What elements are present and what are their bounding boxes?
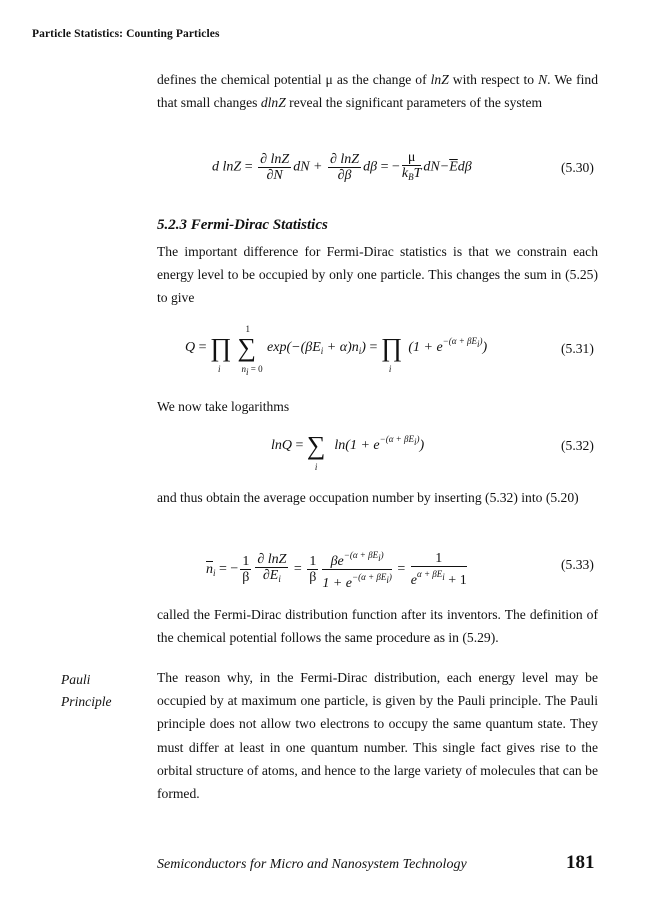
dlnZ-symbol: dlnZ <box>260 95 286 111</box>
eq533-f4-num-sup-sub: i <box>378 553 381 563</box>
eq531-equals: = <box>198 340 207 355</box>
para1-text-c: with respect to <box>452 72 535 87</box>
eq533-f5-den-sup-sub: i <box>442 572 445 582</box>
eq532-lhs: lnQ <box>271 438 292 453</box>
eq533-dE-sub: i <box>278 574 281 584</box>
eq533-frac3-den: β <box>309 570 317 585</box>
eq533-frac2-num: ∂ lnZ <box>257 552 287 567</box>
eq530-term1-tail: dN + <box>293 159 323 175</box>
eq533-f5-den-tail: + 1 <box>444 573 467 588</box>
eq530-frac1-num: ∂ lnZ <box>260 152 290 167</box>
eq530-term2-tail: dβ <box>363 159 378 175</box>
eq533-frac4 <box>322 548 392 591</box>
eq531-prod2-sub: i <box>388 363 392 374</box>
eq530-k-sub: B <box>408 172 414 182</box>
eq531-sum <box>237 323 264 377</box>
margin-note-line2: Principle <box>61 694 112 709</box>
eq532-rhs-main: ln(1 + e <box>334 438 380 453</box>
eq531-sum-sub-i: i <box>246 366 249 377</box>
eq530-frac3-den <box>402 166 422 185</box>
eq532-rhs-close: ) <box>419 438 425 453</box>
eq531-rhs-sup-sub: i <box>477 339 480 349</box>
eq533-f4-num-main: βe <box>330 554 344 569</box>
footer-book-title: Semiconductors for Micro and Nanosystem Technology <box>157 857 467 872</box>
eq532-rhs-sup-sub: i <box>413 437 417 447</box>
eq533-lhs <box>206 562 216 577</box>
equation-number-5-30: (5.30) <box>561 160 594 175</box>
eq531-rhs-sup: −(α + βE <box>442 336 478 346</box>
eq532-rhs-sup: −(α + βE <box>379 434 414 444</box>
eq531-prod-sub: i <box>218 363 221 374</box>
eq533-equals-2: = <box>293 561 302 577</box>
eq533-equals-3: = <box>397 561 406 577</box>
eq531-expr-sub: i <box>320 346 324 356</box>
eq533-f4-den-sup-close: ) <box>388 572 392 582</box>
eq533-frac4-num <box>322 548 392 570</box>
eq532-equals: = <box>295 438 304 453</box>
page-number: 181 <box>566 852 595 873</box>
eq533-frac2-den <box>255 568 288 587</box>
para1-text-b: as the change of <box>336 72 427 87</box>
margin-note-line1: Pauli <box>61 672 91 687</box>
eq533-frac1-den: β <box>242 570 250 585</box>
eq532-rhs <box>334 434 425 453</box>
equation-5-32 <box>271 430 425 472</box>
eq530-term3-tail: dN− <box>423 159 450 175</box>
eq530-term4-tail: dβ <box>457 159 472 175</box>
eq531-expr-close: ) <box>361 340 366 355</box>
summation-symbol: ∑ <box>237 332 257 362</box>
eq533-minus: − <box>230 561 239 577</box>
eq530-frac3-num: μ <box>402 150 422 166</box>
N-symbol: N <box>538 72 548 87</box>
eq533-frac5 <box>411 551 467 588</box>
eq531-rhs-sup-close: ) <box>479 336 483 346</box>
paragraph-fermi-dirac-intro: The important difference for Fermi-Dirac statistics is that we constrain each energy level to be occupied by only one particle. This changes the sum in (5.25) to give <box>157 244 598 306</box>
eq532-rhs-sup-close: ) <box>416 434 420 444</box>
product-symbol-2: ∏ <box>380 332 403 362</box>
eq533-frac3-num: 1 <box>309 554 317 569</box>
equation-5-30 <box>212 150 472 185</box>
product-symbol: ∏ <box>210 332 232 362</box>
margin-note <box>61 669 141 713</box>
running-header: Particle Statistics: Counting Particles <box>32 28 220 40</box>
eq532-sum <box>306 430 331 472</box>
eq533-f4-den-main: 1 + e <box>322 576 352 591</box>
eq533-frac1-num: 1 <box>242 554 250 569</box>
eq531-expr-tail: + α)n <box>323 340 359 355</box>
eq533-dE: ∂E <box>262 568 279 583</box>
equation-number-5-33: (5.33) <box>561 557 594 572</box>
paragraph-pauli-principle: The reason why, in the Fermi-Dirac distribution, each energy level may be occupied by at maximum one particle, is given by the Pauli principle. The Pauli principle does not allow two electrons to occupy the same quantum state. They must differ at least in one quantum number. This single fact gives rise to the orbital structure of atoms, and hence to the large variety of molecules that can be formed. <box>157 670 598 802</box>
para1-text-d: . We find that small changes <box>157 72 598 111</box>
eq533-frac5-den <box>411 567 467 588</box>
summation-symbol-2: ∑ <box>306 430 326 460</box>
mu-symbol: μ <box>325 72 333 87</box>
eq533-f4-num-sup-close: ) <box>380 550 384 560</box>
eq531-rhs <box>408 336 488 355</box>
eq533-frac1 <box>240 554 251 585</box>
eq533-frac5-num: 1 <box>411 551 467 567</box>
eq533-f4-den-sup-sub: i <box>386 575 389 585</box>
eq531-sum-sub-n: n <box>241 363 247 374</box>
eq530-frac1 <box>258 152 291 183</box>
eq530-frac2-den: ∂β <box>337 168 352 183</box>
eq531-rhs-close: ) <box>482 340 488 355</box>
eq530-minus: − <box>391 159 400 175</box>
eq532-sum-sub: i <box>314 461 318 472</box>
eq530-frac2 <box>328 152 361 183</box>
eq530-k: k <box>401 166 409 181</box>
eq533-lhs-sub: i <box>213 567 216 578</box>
eq533-frac3 <box>307 554 318 585</box>
eq531-product-2 <box>380 332 405 374</box>
paragraph-logarithms: We now take logarithms <box>157 399 290 414</box>
paragraph-average-occupation: and thus obtain the average occupation number by inserting (5.32) into (5.20) <box>157 490 579 505</box>
lnZ-symbol: lnZ <box>430 72 449 87</box>
eq533-f5-den-main: e <box>410 573 417 588</box>
eq531-product <box>210 332 234 374</box>
eq531-expr-tail-sub: i <box>358 346 362 356</box>
eq531-sum-sub-tail: = 0 <box>248 363 263 374</box>
eq531-rhs-main: (1 + e <box>408 340 443 355</box>
equation-number-5-32: (5.32) <box>561 438 594 453</box>
eq531-expr-main: exp(−(βE <box>267 340 321 355</box>
eq530-ebar: $\overline{E}$ <box>449 159 458 175</box>
eq533-nbar: $\overline{n}$ <box>206 561 213 577</box>
eq530-lhs: d lnZ <box>212 159 242 175</box>
para1-text-a: defines the chemical potential <box>157 72 322 87</box>
eq533-f4-num-sup: −(α + βE <box>343 550 379 560</box>
paragraph-chemical-potential <box>157 68 598 114</box>
eq533-f4-den-sup: −(α + βE <box>352 572 387 582</box>
eq530-equals-2: = <box>380 159 389 175</box>
eq533-frac2 <box>255 552 288 587</box>
eq530-frac3 <box>402 150 422 185</box>
eq531-lhs: Q <box>185 340 196 355</box>
eq533-f5-den-sup: α + βE <box>417 569 443 579</box>
equation-number-5-31: (5.31) <box>561 341 594 356</box>
eq530-T: T <box>413 166 422 181</box>
eq533-frac4-den <box>322 570 392 591</box>
eq530-frac2-num: ∂ lnZ <box>329 152 360 167</box>
equation-5-33 <box>206 548 469 591</box>
eq531-expr <box>267 340 366 355</box>
eq531-sum-top: 1 <box>245 323 251 334</box>
equation-5-31 <box>185 323 488 377</box>
para1-text-e: reveal the significant parameters of the system <box>289 95 543 111</box>
paragraph-fermi-dirac-distribution: called the Fermi-Dirac distribution function after its inventors. The definition of the chemical potential follows the same procedure as in (5.29). <box>157 607 598 646</box>
eq530-equals: = <box>244 159 253 175</box>
eq533-equals: = <box>219 561 227 577</box>
eq530-frac1-den: ∂N <box>266 168 283 183</box>
eq531-equals-2: = <box>369 340 378 355</box>
eq531-sum-sub <box>242 364 263 377</box>
section-heading: 5.2.3 Fermi-Dirac Statistics <box>157 217 328 233</box>
